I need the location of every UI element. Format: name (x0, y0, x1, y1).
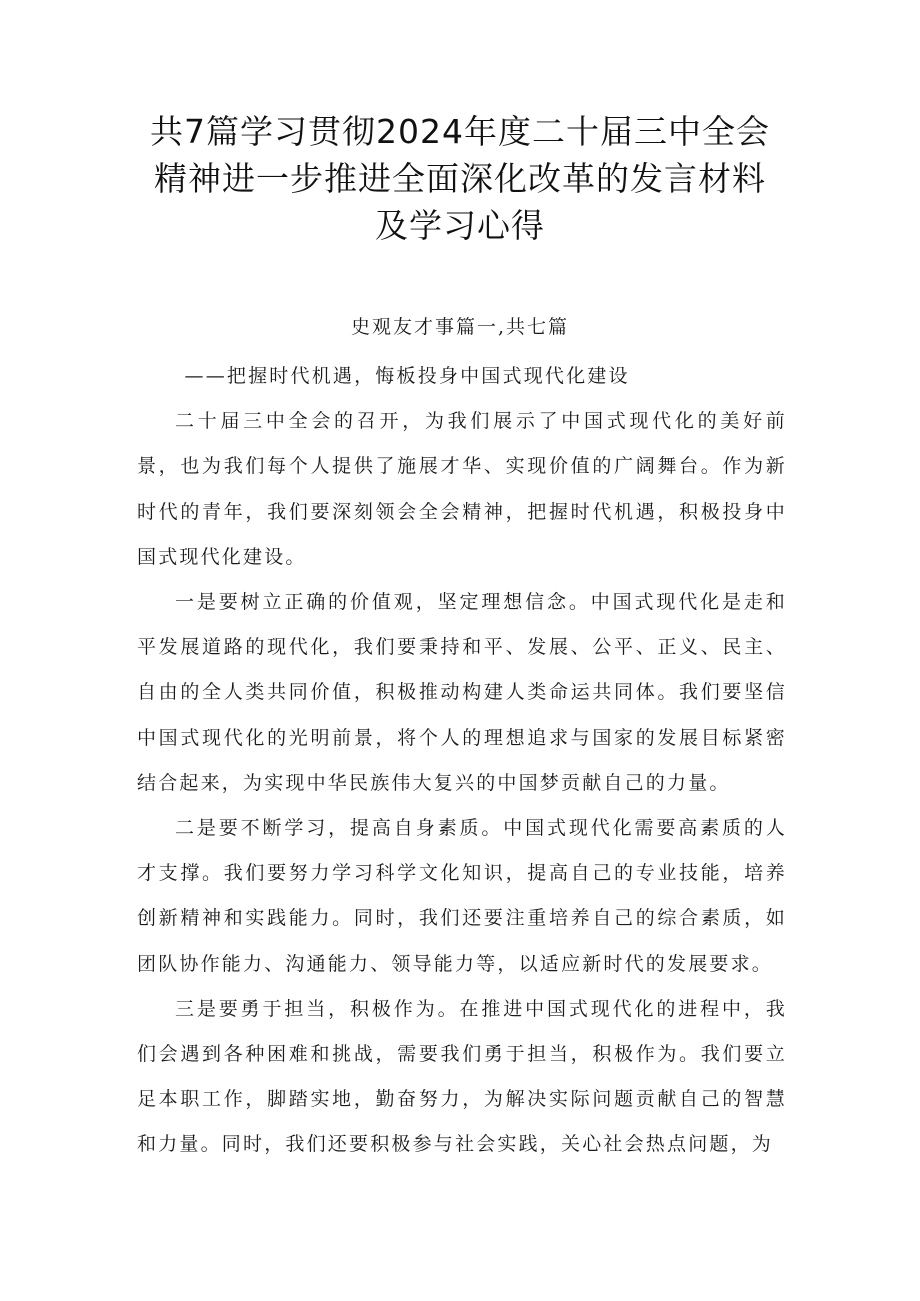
paragraph-point-three: 三是要勇于担当，积极作为。在推进中国式现代化的进程中，我们会遇到各种困难和挑战，需要我们勇于担当，积极作为。我们要立足本职工作，脚踏实地，勤奋努力，为解决实际问题贡献自己的智慧和力量。同时，我们还要积极参与社会实践，关心社会热点问题，为 (137, 997, 787, 1156)
document-body (137, 354, 787, 1168)
paragraph-point-one: 一是要树立正确的价值观，坚定理想信念。中国式现代化是走和平发展道路的现代化，我们要秉持和平、发展、公平、正义、民主、自由的全人类共同价值，积极推动构建人类命运共同体。我们要坚信中国式现代化的光明前景，将个人的理想追求与国家的发展目标紧密结合起来，为实现中华民族伟大复兴的中国梦贡献自己的力量。 (137, 591, 787, 794)
section-subheading: ——把握时代机遇，悔板投身中国式现代化建设 (184, 365, 630, 387)
title-line-1: 共7篇学习贯彻2024年度二十届三中全会 (150, 112, 770, 151)
section-heading: 史观友才事篇一,共七篇 (350, 316, 570, 338)
document-title (120, 108, 800, 249)
title-line-2: 精神进一步推进全面深化改革的发言材料 (154, 159, 766, 198)
title-line-3: 及学习心得 (375, 206, 545, 245)
paragraph-point-two: 二是要不断学习，提高自身素质。中国式现代化需要高素质的人才支撑。我们要努力学习科学文化知识，提高自己的专业技能，培养创新精神和实践能力。同时，我们还要注重培养自己的综合素质，如团队协作能力、沟通能力、领导能力等，以适应新时代的发展要求。 (137, 817, 787, 975)
paragraph-intro: 二十届三中全会的召开，为我们展示了中国式现代化的美好前景，也为我们每个人提供了施展才华、实现价值的广阔舞台。作为新时代的青年，我们要深刻领会全会精神，把握时代机遇，积极投身中国式现代化建设。 (137, 410, 787, 568)
